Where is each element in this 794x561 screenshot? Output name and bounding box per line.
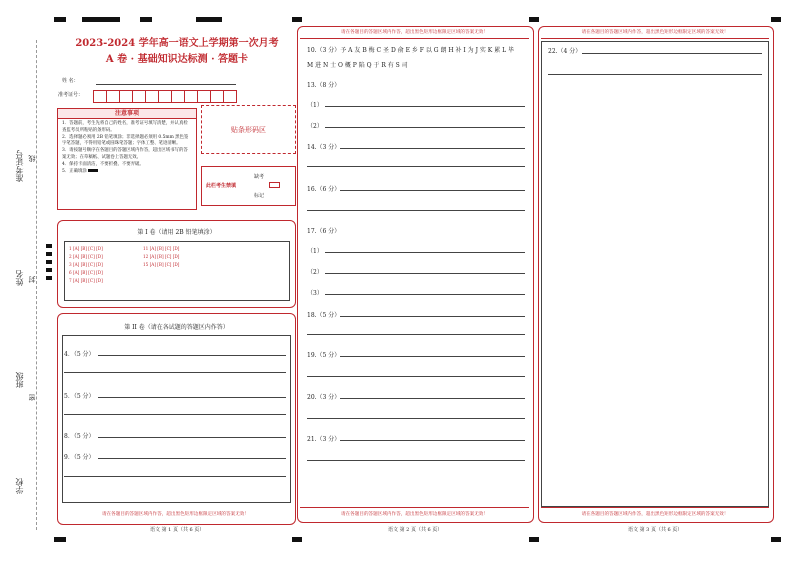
notice-title: 注意事项 xyxy=(58,109,196,119)
absent-box xyxy=(201,166,296,206)
answer-line[interactable] xyxy=(307,334,525,335)
sheet-title: 2023-2024 学年高一语文上学期第一次月考 xyxy=(75,38,279,49)
question-13-2: （2） xyxy=(307,123,323,130)
binding-label-id: 准考证号 xyxy=(15,150,24,182)
bubble-row[interactable]: 1 [A] [B] [C] [D] xyxy=(69,246,103,251)
absent-checkbox[interactable] xyxy=(269,182,280,188)
question-17: 17.（6 分） xyxy=(307,228,341,235)
page-footer: 语文 第 3 页（共 6 页） xyxy=(628,527,683,533)
side-registration-mark xyxy=(46,252,52,256)
part1-box xyxy=(57,220,296,308)
registration-mark xyxy=(771,17,781,22)
question-17-3: （3） xyxy=(307,290,323,297)
warning-text: 请在各题目的答题区域内作答，超出黑色矩形边框限定区域的答案无效！ xyxy=(581,512,729,517)
answer-line[interactable] xyxy=(340,440,525,441)
question-19: 19.（5 分） xyxy=(307,352,341,359)
question-17-1: （1） xyxy=(307,248,323,255)
binding-label-school: 学校 xyxy=(15,478,24,494)
column2-box xyxy=(297,26,534,523)
question-22-box xyxy=(541,41,769,507)
answer-line[interactable] xyxy=(340,148,525,149)
registration-mark xyxy=(54,17,66,22)
bubble-row[interactable]: 12 [A] [B] [C] [D] xyxy=(143,254,180,259)
side-registration-mark xyxy=(46,276,52,280)
sheet-subtitle: A 卷 · 基础知识达标测 · 答题卡 xyxy=(105,54,249,65)
binding-label-name: 姓名 xyxy=(15,270,24,286)
warning-text: 请在各题目的答题区域内作答，超出黑色矩形边框限定区域的答案无效！ xyxy=(101,512,249,517)
registration-mark xyxy=(529,17,539,22)
answer-line[interactable] xyxy=(98,355,286,356)
answer-line[interactable] xyxy=(64,476,286,477)
question-16: 16.（6 分） xyxy=(307,186,341,193)
question-17-2: （2） xyxy=(307,269,323,276)
question-10-cont: M 进 N 士 O 概 P 陷 Q 于 R 有 S 司 xyxy=(307,62,408,69)
answer-line[interactable] xyxy=(325,252,525,253)
binding-word-seal: 封 xyxy=(28,276,36,283)
bubble-row[interactable]: 6 [A] [B] [C] [D] xyxy=(69,270,103,275)
binding-label-class: 班级 xyxy=(15,372,24,388)
binding-word-secret: 密 xyxy=(28,394,36,401)
answer-line[interactable] xyxy=(64,414,286,415)
registration-mark xyxy=(82,17,120,22)
question-5: 5．（5 分） xyxy=(64,393,95,400)
notice-item: 3．请按题号顺序在各题目的答题区域内作答，超出区域书写的答案无效；在草稿纸、试题卷上答题无效。 xyxy=(62,148,188,160)
binding-word-line: 线 xyxy=(28,155,36,162)
side-registration-mark xyxy=(46,260,52,264)
binding-line xyxy=(36,40,37,530)
notice-example-label: 5．正确填涂 xyxy=(62,168,87,174)
answer-line[interactable] xyxy=(340,316,525,317)
question-13: 13.（8 分） xyxy=(307,82,341,89)
absent-label: 此栏考生禁填 xyxy=(206,183,237,189)
question-4: 4．（5 分） xyxy=(64,351,95,358)
answer-line[interactable] xyxy=(307,166,525,167)
page-footer: 语文 第 1 页（共 6 页） xyxy=(150,527,205,533)
question-8: 8．（5 分） xyxy=(64,433,95,440)
registration-mark xyxy=(140,17,152,22)
answer-line[interactable] xyxy=(307,460,525,461)
registration-mark xyxy=(292,537,302,542)
filled-bubble-example xyxy=(88,169,98,172)
answer-line[interactable] xyxy=(307,418,525,419)
part2-title: 第 II 卷（请在各试题的答题区内作答） xyxy=(124,324,229,331)
question-18: 18.（5 分） xyxy=(307,312,341,319)
barcode-area xyxy=(201,105,296,154)
page-footer: 语文 第 2 页（共 6 页） xyxy=(388,527,443,533)
bubble-row[interactable]: 3 [A] [B] [C] [D] xyxy=(69,262,103,267)
answer-line[interactable] xyxy=(340,356,525,357)
answer-line[interactable] xyxy=(98,437,286,438)
question-14: 14.（3 分） xyxy=(307,144,341,151)
answer-line[interactable] xyxy=(98,458,286,459)
id-label: 准考证号： xyxy=(58,92,84,98)
bubble-row[interactable]: 2 [A] [B] [C] [D] xyxy=(69,254,103,259)
notice-item: 1．答题前，考生先将自己的姓名，准考证号填写清楚，并认真检查监考员所粘贴的条形码。 xyxy=(62,121,188,133)
question-13-1: （1） xyxy=(307,102,323,109)
name-label: 姓 名： xyxy=(62,78,79,84)
registration-mark xyxy=(771,537,781,542)
bubble-row[interactable]: 15 [A] [B] [C] [D] xyxy=(143,262,180,267)
notice-item: 2．选择题必须用 2B 铅笔填涂；非选择题必须用 0.5mm 黑色签字笔答题，不得用铅笔或圆珠笔答题；字体工整、笔迹清晰。 xyxy=(62,134,189,147)
question-9: 9．（5 分） xyxy=(64,454,95,461)
question-21: 21.（3 分） xyxy=(307,436,341,443)
answer-line[interactable] xyxy=(98,397,286,398)
warning-text: 请在各题目的答题区域内作答，超出黑色矩形边框限定区域的答案无效！ xyxy=(340,30,488,35)
bubble-row[interactable]: 7 [A] [B] [C] [D] xyxy=(69,278,103,283)
notice-item: 4．保持卡面清洁，不要折叠、不要弄破。 xyxy=(62,161,144,167)
answer-line[interactable] xyxy=(340,398,525,399)
answer-line[interactable] xyxy=(325,106,525,107)
answer-line[interactable] xyxy=(340,190,525,191)
absent-line2: 标记 xyxy=(254,193,265,199)
answer-line[interactable] xyxy=(307,210,525,211)
answer-line[interactable] xyxy=(325,127,525,128)
barcode-label: 贴条形码区 xyxy=(231,125,266,134)
bubble-row[interactable]: 11 [A] [B] [C] [D] xyxy=(143,246,180,251)
side-registration-mark xyxy=(46,244,52,248)
warning-text: 请在各题目的答题区域内作答，超出黑色矩形边框限定区域的答案无效！ xyxy=(340,512,488,517)
absent-line1: 缺考 xyxy=(254,174,265,180)
question-20: 20.（3 分） xyxy=(307,394,341,401)
registration-mark xyxy=(54,537,66,542)
answer-line[interactable] xyxy=(582,53,762,54)
answer-line[interactable] xyxy=(307,376,525,377)
question-22: 22.（4 分） xyxy=(548,48,582,55)
answer-line[interactable] xyxy=(325,294,525,295)
answer-line[interactable] xyxy=(64,372,286,373)
registration-mark xyxy=(196,17,222,22)
registration-mark xyxy=(529,537,539,542)
answer-line[interactable] xyxy=(548,74,762,75)
notice-box xyxy=(57,108,197,210)
part1-title: 第 I 卷（请用 2B 铅笔填涂） xyxy=(137,229,216,236)
answer-line[interactable] xyxy=(325,273,525,274)
registration-mark xyxy=(292,17,302,22)
part2-box xyxy=(57,313,296,525)
question-10: 10.（3 分）予 A 友 B 梅 C 圣 D 俞 E 乡 F 以 G 朗 H 补 I 为 J 实 K 累 L 毕 xyxy=(307,47,514,54)
warning-text: 请在各题目的答题区域内作答，超出黑色矩形边框限定区域的答案无效！ xyxy=(581,30,729,35)
name-field[interactable] xyxy=(96,84,236,85)
side-registration-mark xyxy=(46,268,52,272)
